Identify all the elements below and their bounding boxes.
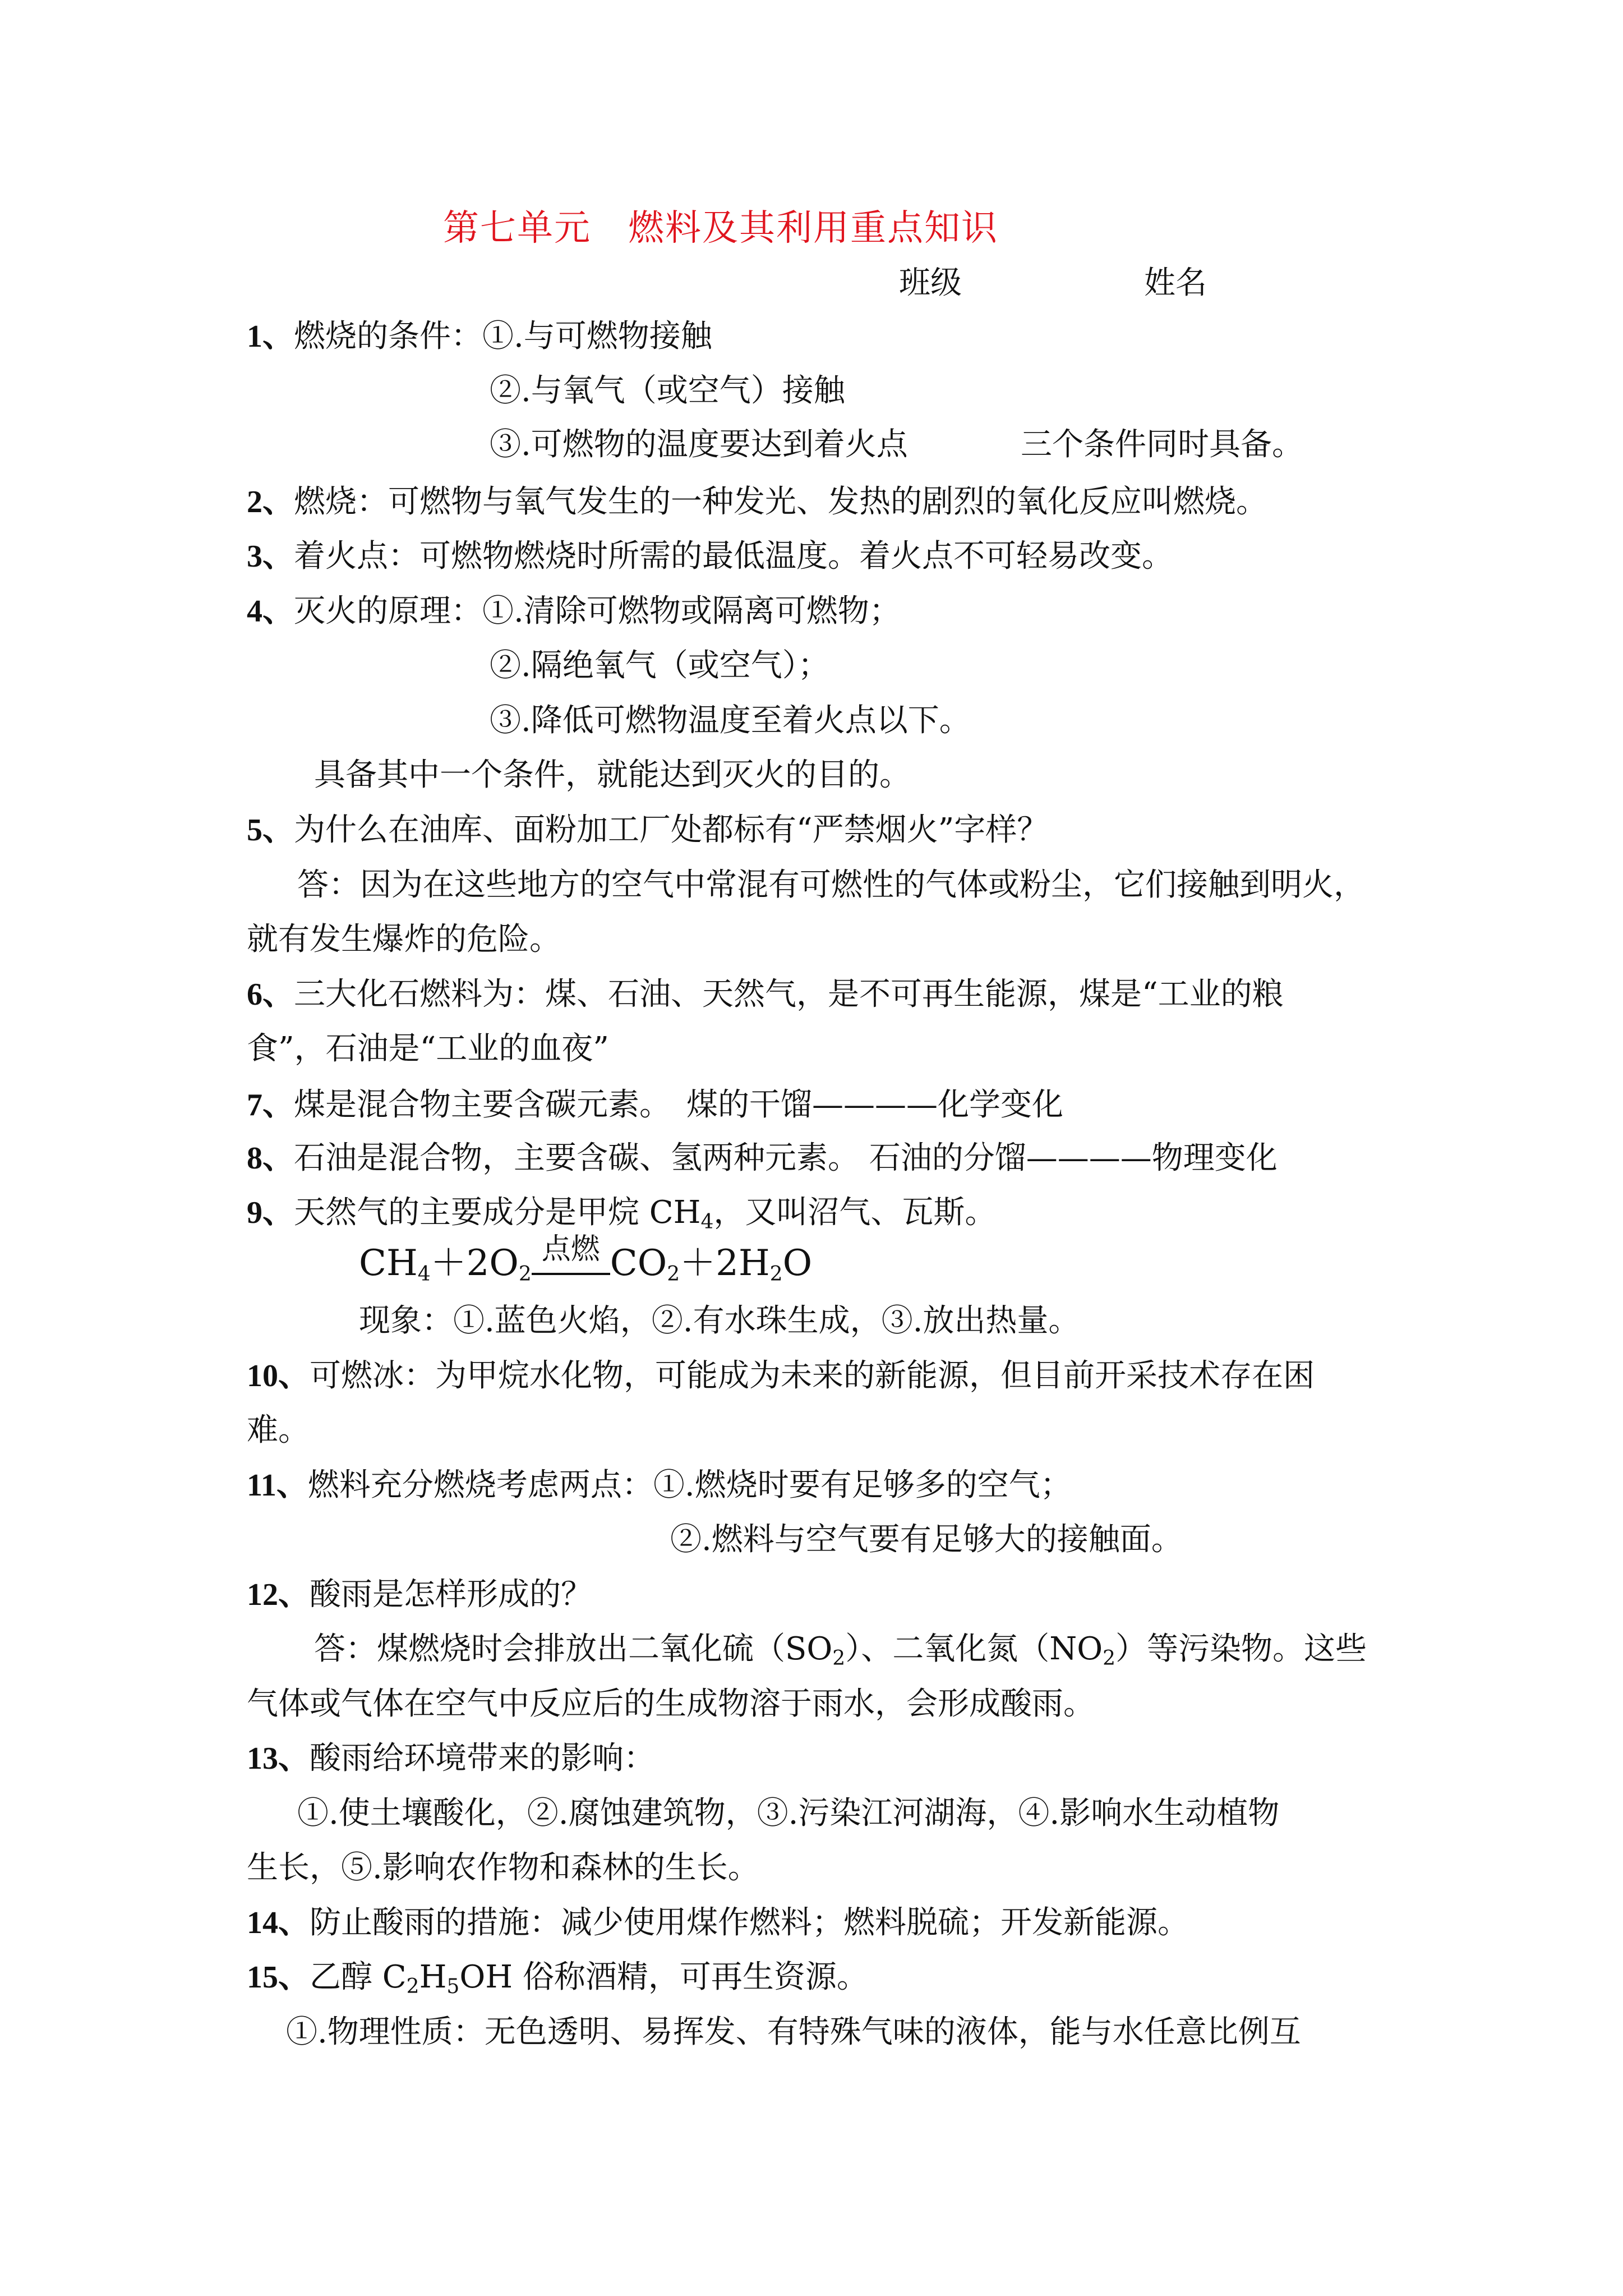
list-item: 6、三大化石燃料为：煤、石油、天然气，是不可再生能源，煤是“工业的粮 <box>247 976 1284 1013</box>
list-item-continuation: ②.隔绝氧气（或空气）； <box>490 647 829 684</box>
list-item-continuation: ②.与氧气（或空气）接触 <box>490 372 845 409</box>
page-title: 第七单元 燃料及其利用重点知识 <box>443 208 998 249</box>
list-item-continuation: ①.使土壤酸化，②.腐蚀建筑物，③.污染江河湖海，④.影响水生动植物 <box>297 1795 1280 1832</box>
list-item: 2、燃烧：可燃物与氧气发生的一种发光、发热的剧烈的氧化反应叫燃烧。 <box>247 484 1267 520</box>
list-item: 11、燃料充分燃烧考虑两点：①.燃烧时要有足够多的空气； <box>247 1467 1072 1503</box>
list-item: 14、防止酸雨的措施：减少使用煤作燃料；燃料脱硫；开发新能源。 <box>247 1904 1189 1941</box>
answer-text: 答：因为在这些地方的空气中常混有可燃性的气体或粉尘，它们接触到明火， <box>297 867 1365 903</box>
list-item-continuation: 生长，⑤.影响农作物和森林的生长。 <box>247 1849 759 1886</box>
name-label: 姓名 <box>1144 265 1207 301</box>
reaction-condition: 点燃 <box>532 1253 610 1275</box>
answer-text: 就有发生爆炸的危险。 <box>247 921 561 958</box>
list-item: 13、酸雨给环境带来的影响： <box>247 1740 655 1777</box>
list-item-continuation: ③.降低可燃物温度至着火点以下。 <box>490 702 971 739</box>
list-item-note: 三个条件同时具备。 <box>1021 426 1303 463</box>
list-item-continuation: 食”，石油是“工业的血夜” <box>247 1030 609 1067</box>
chemical-equation: $CH_4+2O_2$ 点燃 $CO_2+2H_2O$ <box>359 1232 813 1286</box>
list-item-continuation: ①.物理性质：无色透明、易挥发、有特殊气味的液体，能与水任意比例互 <box>286 2014 1301 2050</box>
list-item: 5、为什么在油库、面粉加工厂处都标有“严禁烟火”字样？ <box>247 812 1049 848</box>
list-item: 12、酸雨是怎样形成的？ <box>247 1576 592 1613</box>
list-item: 15、乙醇 $C_2H_5OH$ 俗称酒精，可再生资源。 <box>247 1959 868 1998</box>
list-item: 7、煤是混合物主要含碳元素。 煤的干馏————化学变化 <box>247 1087 1063 1123</box>
list-item-continuation: ③.可燃物的温度要达到着火点 <box>490 426 908 463</box>
list-item: 3、着火点：可燃物燃烧时所需的最低温度。着火点不可轻易改变。 <box>247 538 1173 574</box>
list-item-continuation: 难。 <box>247 1412 310 1448</box>
list-item: 1、燃烧的条件：①.与可燃物接触 <box>247 318 712 355</box>
list-item-continuation: ②.燃料与空气要有足够大的接触面。 <box>670 1521 1183 1558</box>
class-label: 班级 <box>899 265 962 301</box>
list-item: 4、灭火的原理：①.清除可燃物或隔离可燃物； <box>247 593 901 629</box>
list-item-note: 具备其中一个条件，就能达到灭火的目的。 <box>314 757 911 793</box>
answer-text: 气体或气体在空气中反应后的生成物溶于雨水，会形成酸雨。 <box>247 1686 1095 1722</box>
list-item: 10、可燃冰：为甲烷水化物，可能成为未来的新能源，但目前开采技术存在困 <box>247 1358 1315 1394</box>
list-item: 8、石油是混合物，主要含碳、氢两种元素。 石油的分馏————物理变化 <box>247 1140 1278 1176</box>
answer-text: 答：煤燃烧时会排放出二氧化硫$(SO_2)$、二氧化氮$(NO_2)$等污染物。这些 <box>314 1631 1367 1670</box>
observation-text: 现象：①.蓝色火焰，②.有水珠生成，③.放出热量。 <box>359 1303 1080 1339</box>
list-item: 9、天然气的主要成分是甲烷 $CH_4$，又叫沼气、瓦斯。 <box>247 1194 997 1234</box>
